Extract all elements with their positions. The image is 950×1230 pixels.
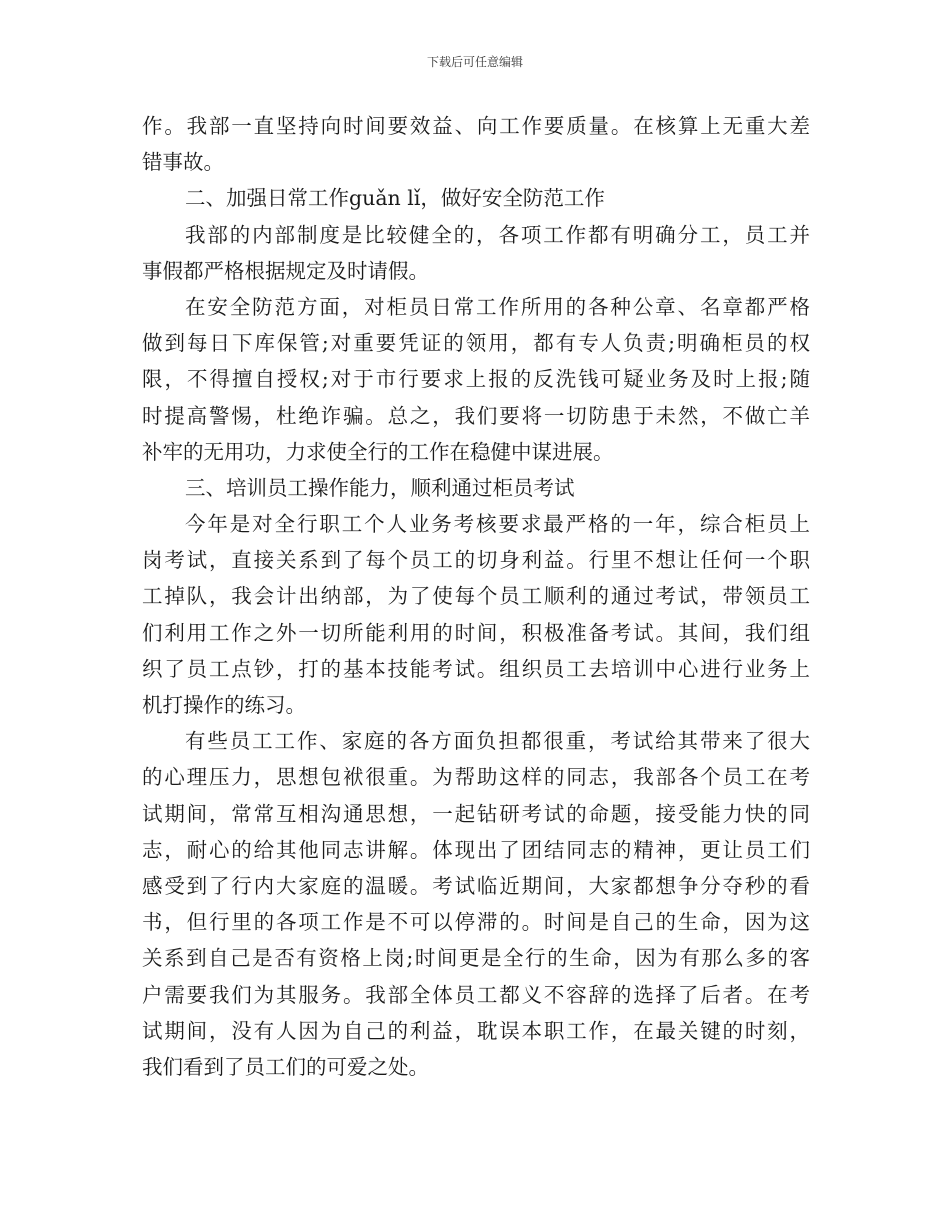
- text-line: 事假都严格根据规定及时请假。: [142, 258, 429, 283]
- text-line: 织了员工点钞，打的基本技能考试。组织员工去培训中心进行业务上: [142, 656, 810, 681]
- text-line: 我们看到了员工们的可爱之处。: [142, 1054, 429, 1079]
- text-line: 岗考试，直接关系到了每个员工的切身利益。行里不想让任何一个职: [142, 548, 810, 573]
- text-line: 试期间，常常互相沟通思想，一起钻研考试的命题，接受能力快的同: [142, 801, 810, 826]
- text-line: 错事故。: [142, 150, 224, 175]
- page-header: 下载后可任意编辑: [426, 55, 523, 69]
- text-line: 今年是对全行职工个人业务考核要求最严格的一年，综合柜员上: [185, 512, 810, 537]
- text-line: 时提高警惕，杜绝诈骗。总之，我们要将一切防患于未然，不做亡羊: [142, 403, 810, 428]
- text-line: 作。我部一直坚持向时间要效益、向工作要质量。在核算上无重大差: [142, 114, 810, 138]
- text-line: 的心理压力，思想包袱很重。为帮助这样的同志，我部各个员工在考: [142, 765, 810, 790]
- text-line: 试期间，没有人因为自己的利益，耽误本职工作，在最关键的时刻，: [142, 1018, 810, 1043]
- text-line: 我部的内部制度是比较健全的，各项工作都有明确分工，员工并: [185, 222, 810, 247]
- text-line: 做到每日下库保管;对重要凭证的领用，都有专人负责;明确柜员的权: [142, 331, 810, 356]
- text-line: 三、培训员工操作能力，顺利通过柜员考试: [185, 475, 575, 500]
- text-line: 限，不得擅自授权;对于市行要求上报的反洗钱可疑业务及时上报;随: [142, 367, 810, 392]
- text-line: 们利用工作之外一切所能利用的时间，积极准备考试。其间，我们组: [142, 620, 810, 645]
- text-line: 在安全防范方面，对柜员日常工作所用的各种公章、名章都严格: [185, 294, 810, 319]
- text-line: 户需要我们为其服务。我部全体员工都义不容辞的选择了后者。在考: [142, 982, 810, 1007]
- text-line: 关系到自己是否有资格上岗;时间更是全行的生命，因为有那么多的客: [142, 946, 810, 971]
- text-line: 书，但行里的各项工作是不可以停滞的。时间是自己的生命，因为这: [142, 910, 810, 935]
- text-line: 工掉队，我会计出纳部，为了使每个员工顺利的通过考试，带领员工: [142, 584, 810, 609]
- text-line: 有些员工工作、家庭的各方面负担都很重，考试给其带来了很大: [185, 729, 810, 754]
- text-line: 二、加强日常工作guǎn lǐ，做好安全防范工作: [185, 186, 605, 211]
- text-line: 感受到了行内大家庭的温暖。考试临近期间，大家都想争分夺秒的看: [142, 873, 810, 898]
- document-body: [142, 108, 810, 1085]
- text-line: 机打操作的练习。: [142, 693, 306, 717]
- text-line: 志，耐心的给其他同志讲解。体现出了团结同志的精神，更让员工们: [142, 837, 810, 862]
- text-line: 补牢的无用功，力求使全行的工作在稳健中谋进展。: [142, 439, 614, 464]
